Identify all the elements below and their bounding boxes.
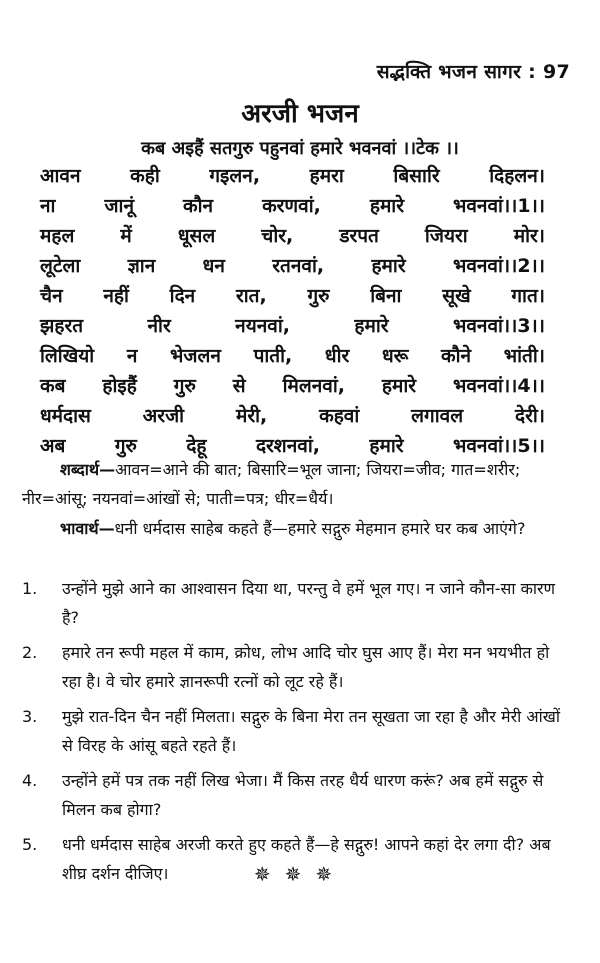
verse-word: कब (40, 375, 66, 397)
verse-word: हमारे (381, 375, 417, 397)
verse-word: पाती, (253, 345, 293, 367)
verse-word: आवन (40, 165, 81, 187)
verse-word: करणवां, (262, 195, 321, 217)
verse-word: देरी। (515, 405, 545, 427)
verse-word: होइहैं (102, 375, 137, 397)
verse-line (40, 190, 545, 220)
point-number: 3. (22, 707, 38, 726)
verse-word: चोर, (261, 225, 294, 247)
point-text: धनी धर्मदास साहेब अरजी करते हुए कहते हैं—हे सद्गुरु! आपने कहां देर लगा दी? अब शीघ्र दर्शन दीजिए। (62, 835, 551, 883)
verse-word: जियरा (424, 225, 468, 247)
verse-word: हमारे (371, 255, 406, 277)
verse-word: अब (40, 435, 66, 457)
point-text: उन्होंने मुझे आने का आश्वासन दिया था, परन्तु वे हमें भूल गए। न जाने कौन-सा कारण है? (62, 579, 556, 627)
verse-word: रतनवां, (272, 255, 325, 277)
verse-word: कहवां (319, 405, 360, 427)
verse-word: भवनवां।।5।। (453, 435, 545, 457)
verse-word: जानूं (104, 195, 135, 217)
verse-word: धूसल (177, 225, 216, 247)
verse-line (40, 340, 545, 370)
verse-word: नयनवां, (235, 315, 290, 337)
verse-word: भांती। (503, 345, 545, 367)
point-text: मुझे रात-दिन चैन नहीं मिलता। सद्गुरु के बिना मेरा तन सूखता जा रहा है और मेरी आंखों से विरह के आंसू बहते रहते हैं। (62, 707, 560, 755)
verse-word: में (120, 225, 132, 247)
verse-word: भवनवां।।1।। (453, 195, 545, 217)
verse-word: दरशनवां, (255, 435, 320, 457)
ornament-divider: ✵✵✵ (253, 862, 347, 886)
verse-word: बिसारि (393, 165, 440, 187)
verse-word: भवनवां।।3।। (452, 315, 545, 337)
point-number: 2. (22, 643, 38, 662)
verse-word: लूटेला (40, 255, 81, 277)
verse-line (40, 400, 545, 430)
verse-word: धर्मदास (40, 405, 91, 427)
verse-line (40, 370, 545, 400)
verse-word: गुरु (173, 375, 196, 397)
meaning-label: भावार्थ— (60, 519, 115, 538)
list-item (22, 766, 572, 824)
verse-line (40, 250, 545, 280)
meaning-points-list (22, 574, 572, 894)
verse-line (40, 220, 545, 250)
point-number: 1. (22, 579, 38, 598)
verse-word: हमारे (369, 195, 405, 217)
verse-word: रात, (235, 285, 267, 307)
list-item (22, 574, 572, 632)
list-item (22, 638, 572, 696)
verse-word: महल (40, 225, 75, 247)
verse-word: लिखियो (40, 345, 95, 367)
running-head: सद्भक्ति भजन सागर : 97 (376, 61, 570, 83)
glossary-text: आवन=आने की बात; बिसारि=भूल जाना; जियरा=जीव; गात=शरीर; नीर=आंसू; नयनवां=आंखों से; पाती=पत्र; धीर=धैर्य। (22, 460, 521, 508)
verse-word: हमारे (369, 435, 404, 457)
glossary-label: शब्दार्थ— (60, 460, 116, 479)
verse-word: मोर। (513, 225, 545, 247)
meaning-paragraph (22, 514, 570, 543)
verse-word: हमारे (354, 315, 389, 337)
point-number: 5. (22, 835, 38, 854)
verse-word: ना (40, 195, 56, 217)
verse-word: दिहलन। (489, 165, 545, 187)
verse-word: हमरा (309, 165, 344, 187)
verse-word: लगावल (411, 405, 464, 427)
point-text: हमारे तन रूपी महल में काम, क्रोध, लोभ आदि चोर घुस आए हैं। मेरा मन भयभीत हो रहा है। वे चोर हमारे ज्ञानरूपी रत्नों को लूट रहे हैं। (62, 643, 550, 691)
verse-word: ज्ञान (127, 255, 156, 277)
verse-word: दिन (169, 285, 196, 307)
verse-word: अरजी (142, 405, 185, 427)
verse-word: धन (202, 255, 225, 277)
verse-word: डरपत (339, 225, 379, 247)
verse-word: कही (130, 165, 160, 187)
list-item (22, 702, 572, 760)
verse-word: गुरु (114, 435, 137, 457)
verse-word: कौन (183, 195, 214, 217)
verse-word: धरू (381, 345, 409, 367)
point-text: उन्होंने हमें पत्र तक नहीं लिख भेजा। मैं किस तरह धैर्य धारण करूं? अब हमें सद्गुरु से मिलन कब होगा? (62, 771, 544, 819)
verse-line (40, 160, 545, 190)
verse-word: गुरु (307, 285, 330, 307)
verse-word: कौने (441, 345, 472, 367)
verse-word: भवनवां।।4।। (453, 375, 545, 397)
verse-line (40, 310, 545, 340)
verse-word: बिना (370, 285, 402, 307)
verse-word: देहू (186, 435, 207, 457)
verse-word: चैन (40, 285, 63, 307)
verse-line (40, 280, 545, 310)
verse-word: गात। (511, 285, 545, 307)
verse-word: नीर (147, 315, 171, 337)
verse-word: गइलन, (209, 165, 261, 187)
refrain-line: कब अइहैं सतगुरु पहुनवां हमारे भवनवां ।।टेक ।। (141, 138, 459, 159)
verse-word: से (232, 375, 246, 397)
verse-word: भवनवां।।2।। (452, 255, 545, 277)
verse-word: सूखे (442, 285, 471, 307)
verse-word: नहीं (103, 285, 129, 307)
verse-word: झहरत (40, 315, 84, 337)
page-title: अरजी भजन (241, 99, 359, 129)
point-number: 4. (22, 771, 38, 790)
verse-word: भेजलन (170, 345, 221, 367)
verse-word: धीर (324, 345, 350, 367)
verse-word: मिलनवां, (282, 375, 345, 397)
glossary-paragraph (22, 455, 570, 513)
meaning-text: धनी धर्मदास साहेब कहते हैं—हमारे सद्गुरु मेहमान हमारे घर कब आएंगे? (114, 519, 526, 538)
verse-word: मेरी, (235, 405, 268, 427)
verse-word: न (126, 345, 138, 367)
